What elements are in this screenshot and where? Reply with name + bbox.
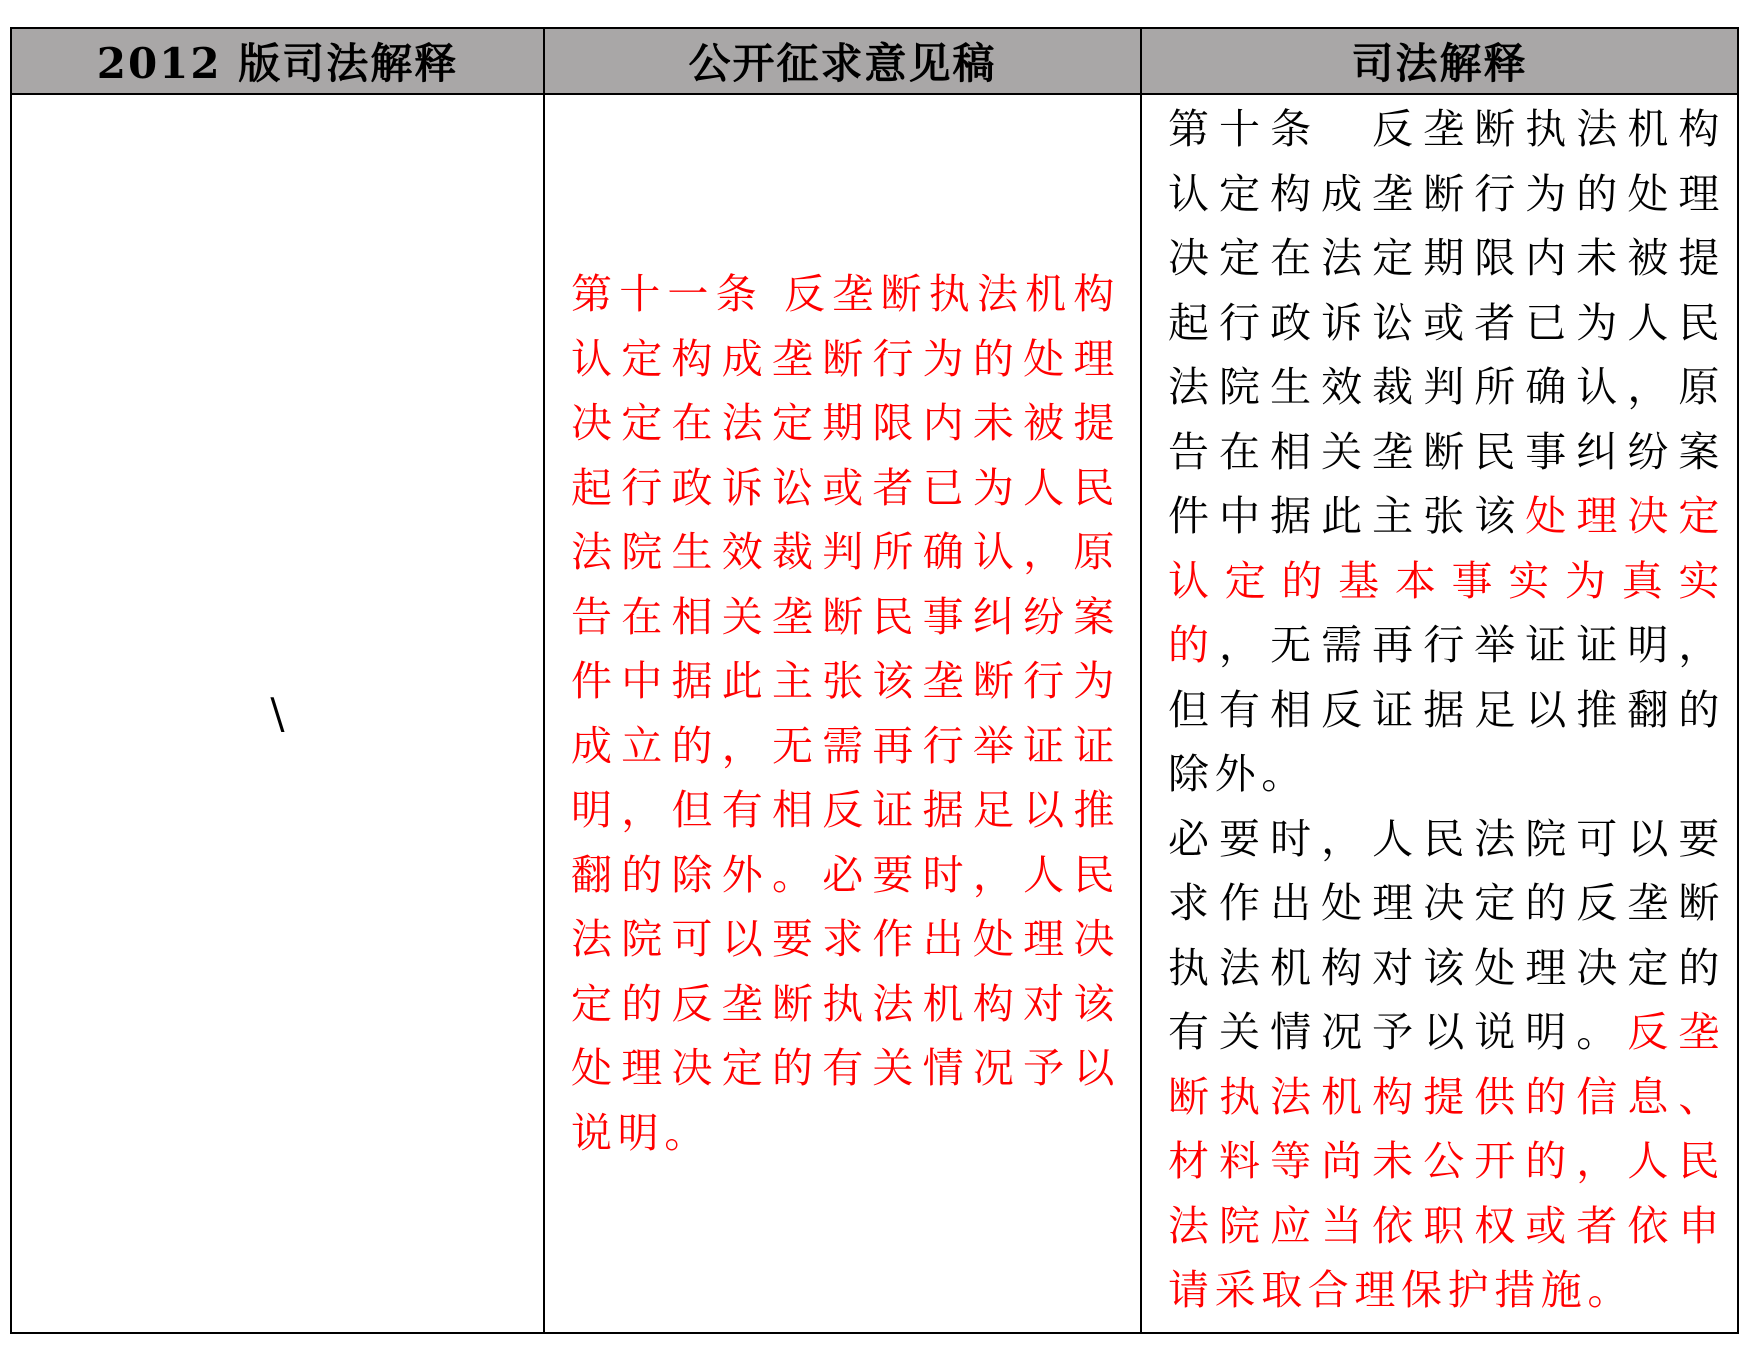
p2-text-a: 必要时，人民法院可以要求作出处理决定的反垄断执法机构对该处理决定的有关情况予以说明。: [1168, 814, 1725, 1056]
header-judicial-interpretation: 司法解释: [1141, 28, 1738, 94]
p2-highlight: 反垄断执法机构提供的信息、材料等尚未公开的，人民法院应当依职权或者依申请采取合理保护措施。: [1168, 1008, 1725, 1314]
cell-public-draft: [544, 94, 1141, 1333]
header-2012-interpretation: 2012 版司法解释: [11, 28, 544, 94]
header-row: [11, 28, 1738, 94]
article-row: [11, 94, 1738, 1333]
p1-text-b: ，无需再行举证证明，但有相反证据足以推翻的除外。: [1168, 621, 1725, 798]
cell-judicial-interpretation: [1141, 94, 1738, 1333]
draft-article-text: 第十一条 反垄断执法机构认定构成垄断行为的处理决定在法定期限内未被提起行政诉讼或者已为人民法院生效裁判所确认，原告在相关垄断民事纠纷案件中据此主张该垄断行为成立的，无需再行举证证明，但有相反证据足以推翻的除外。必要时，人民法院可以要求作出处理决定的反垄断执法机构对该处理决定的有关情况予以说明。: [571, 270, 1120, 1157]
p1-text-a: 第十条 反垄断执法机构认定构成垄断行为的处理决定在法定期限内未被提起行政诉讼或者已为人民法院生效裁判所确认，原告在相关垄断民事纠纷案件中据此主张该: [1168, 105, 1725, 540]
article-paragraph-2: [1168, 807, 1725, 1323]
article-paragraph-1: [1168, 97, 1725, 807]
p1-highlight: 处理决定认定的基本事实为真实的: [1168, 492, 1725, 669]
comparison-table: [10, 27, 1739, 1334]
header-public-draft: 公开征求意见稿: [544, 28, 1141, 94]
cell-2012-empty: \: [11, 94, 544, 1333]
